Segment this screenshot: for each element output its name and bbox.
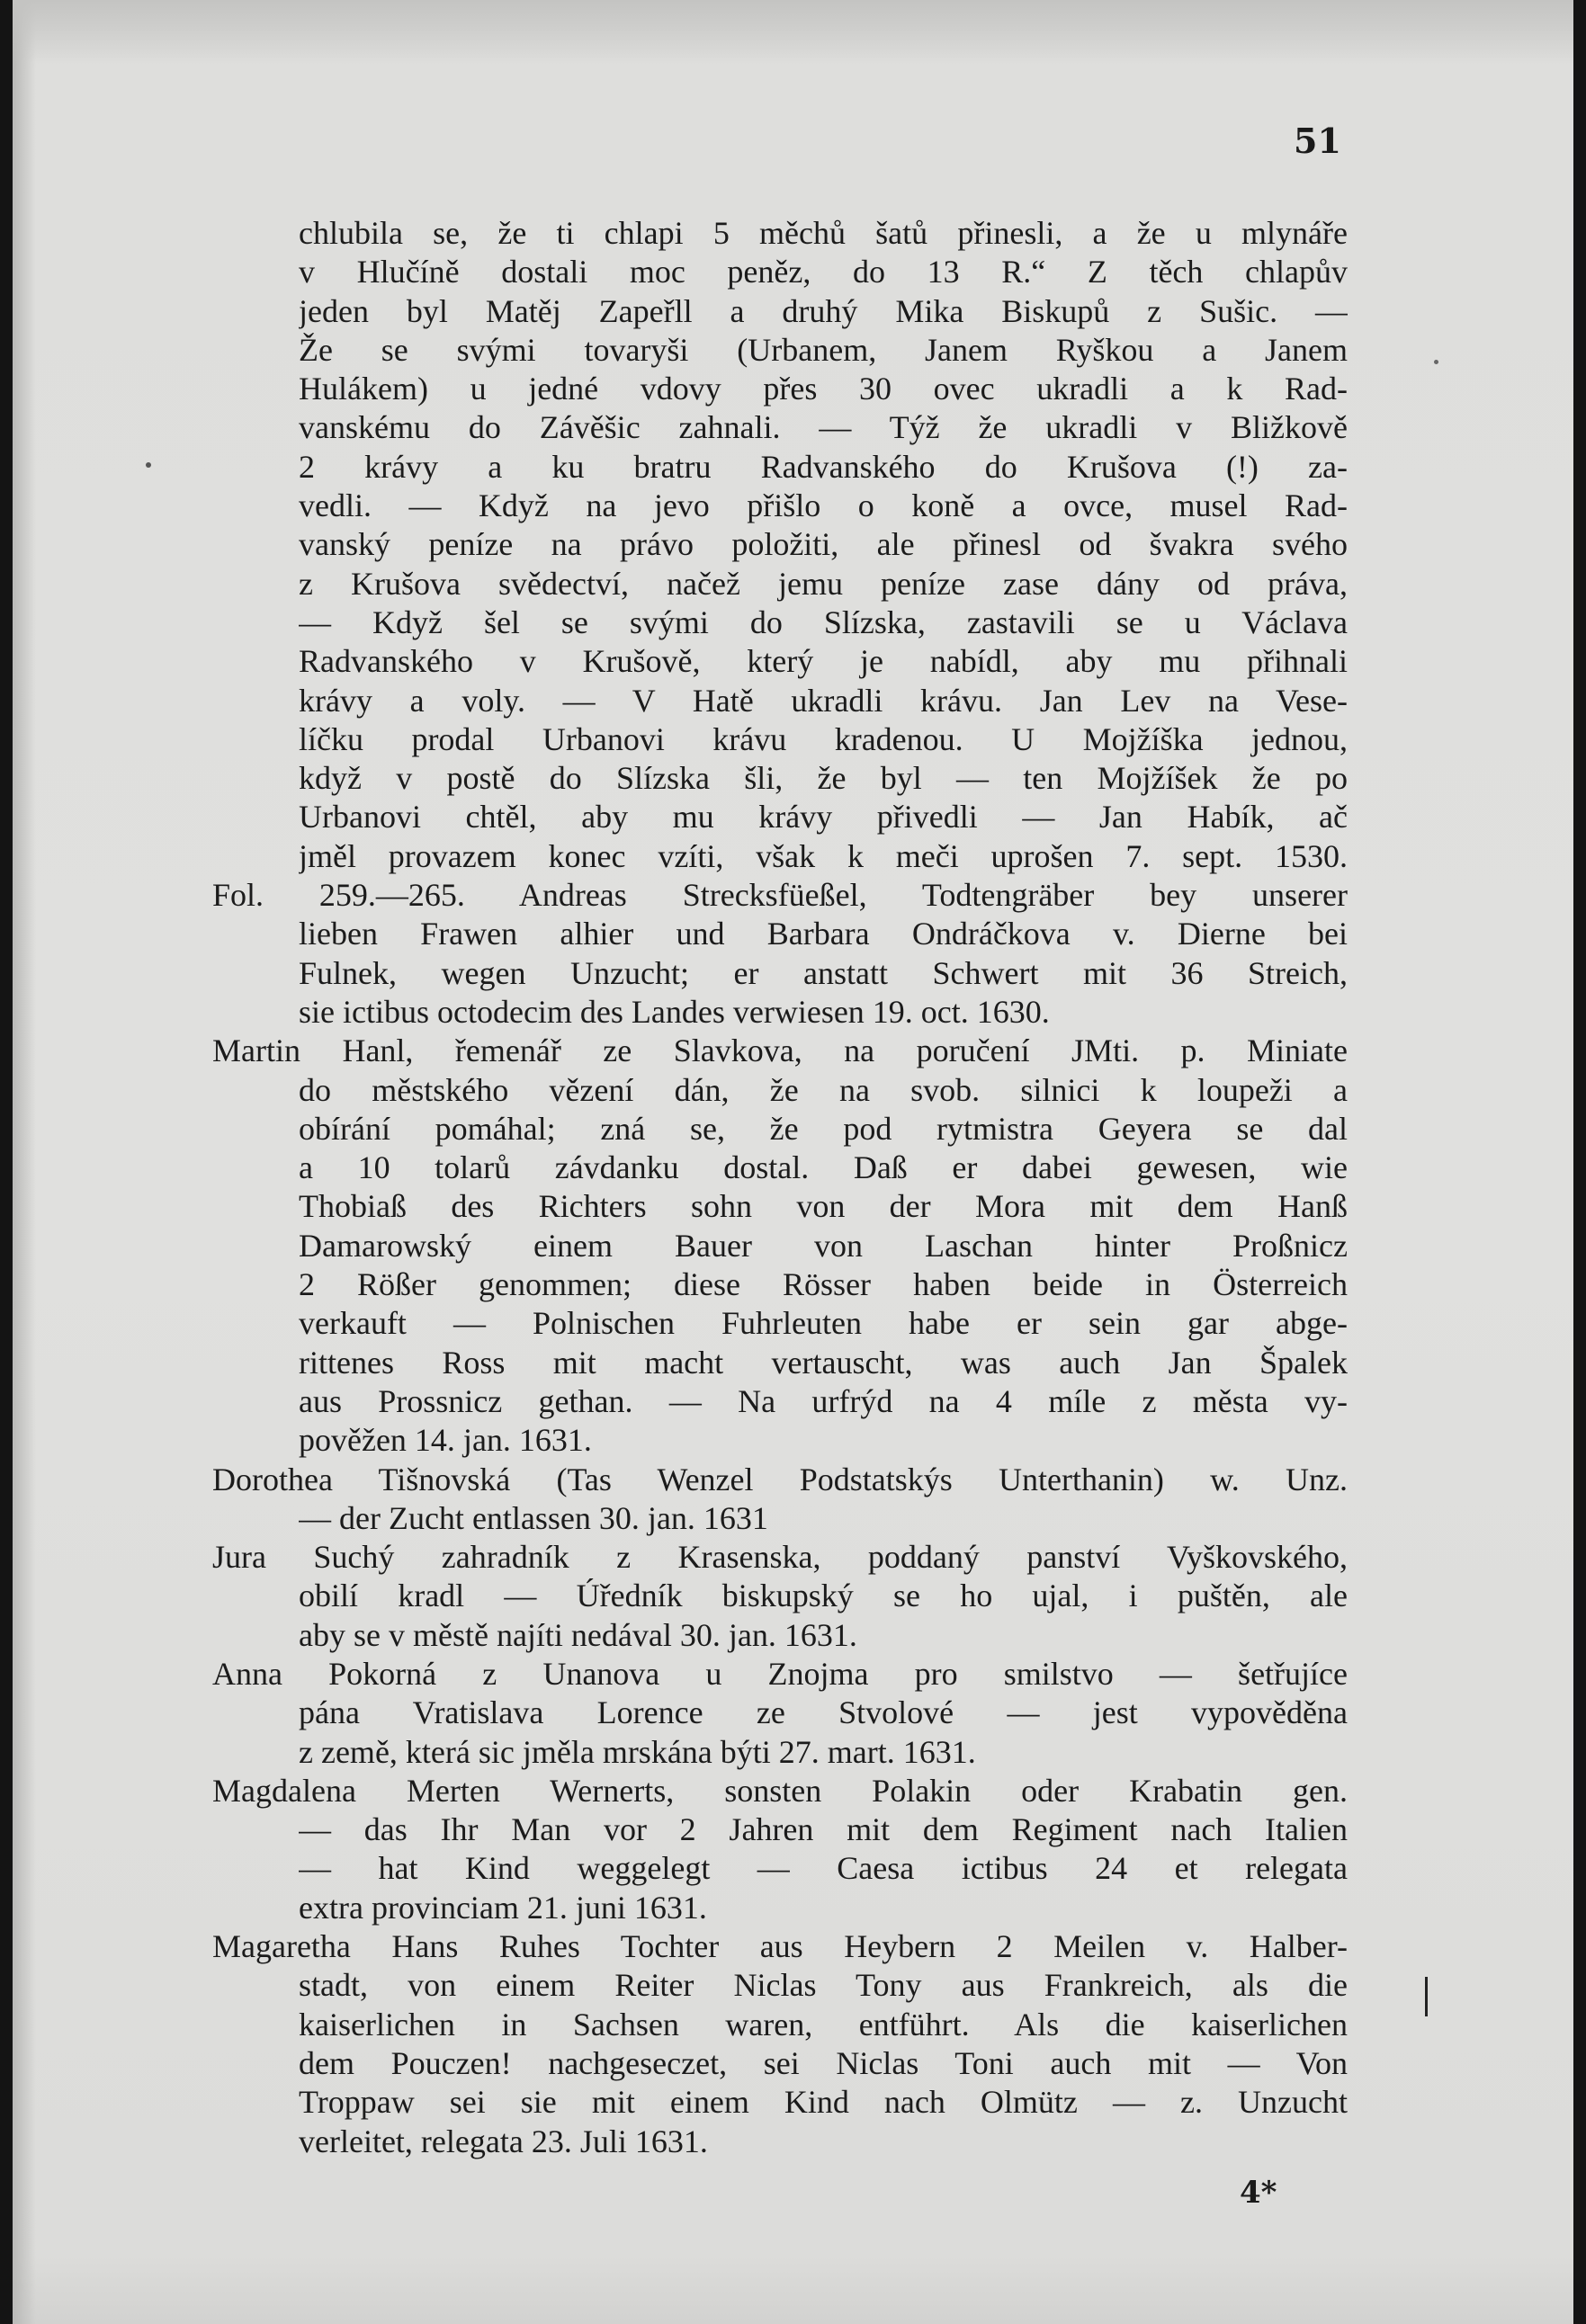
text-line: — das Ihr Man vor 2 Jahren mit dem Regiment nach Italien [299, 1811, 1348, 1848]
margin-dot [146, 462, 151, 468]
scanned-page [13, 0, 1573, 2324]
text-line: aby se v městě najíti nedával 30. jan. 1631. [299, 1616, 857, 1653]
text-line: kaiserlichen in Sachsen waren, entführt. Als die kaiserlichen [299, 2006, 1348, 2042]
text-line: Martin Hanl, řemenář ze Slavkova, na poručení JMti. p. Miniate [212, 1032, 1348, 1069]
text-line: stadt, von einem Reiter Niclas Tony aus Frankreich, als die [299, 1967, 1348, 2004]
text-line: krávy a voly. — V Hatě ukradli krávu. Jan Lev na Vese- [299, 682, 1348, 719]
text-line: Troppaw sei sie mit einem Kind nach Olmütz — z. Unzucht [299, 2084, 1348, 2121]
text-line: — Když šel se svými do Slízska, zastavili se u Václava [299, 603, 1348, 640]
text-line: když v postě do Slízska šli, že byl — ten Mojžíšek že po [299, 760, 1348, 797]
text-line: 2 krávy a ku bratru Radvanského do Krušova (!) za- [299, 448, 1348, 485]
text-line: — hat Kind weggelegt — Caesa ictibus 24 et relegata [299, 1850, 1348, 1887]
text-line: verleitet, relegata 23. Juli 1631. [299, 2123, 708, 2159]
text-line: obírání pomáhal; zná se, že pod rytmistra Geyera se dal [299, 1110, 1348, 1147]
text-line: Damarowský einem Bauer von Laschan hinter Proßnicz [299, 1227, 1348, 1264]
top-shadow [13, 0, 1573, 63]
text-line: pověžen 14. jan. 1631. [299, 1422, 592, 1459]
text-line: — der Zucht entlassen 30. jan. 1631 [299, 1499, 768, 1536]
text-line: rittenes Ross mit macht vertauscht, was auch Jan Špalek [299, 1344, 1348, 1381]
text-line: verkauft — Polnischen Fuhrleuten habe er sein gar abge- [299, 1305, 1348, 1342]
text-line: dem Pouczen! nachgeseczet, sei Niclas Toni auch mit — Von [299, 2044, 1348, 2081]
text-line: Urbanovi chtěl, aby mu krávy přivedli — Jan Habík, ač [299, 799, 1348, 836]
text-line: Fulnek, wegen Unzucht; er anstatt Schwert mit 36 Streich, [299, 954, 1348, 991]
text-line: a 10 tolarů závdanku dostal. Daß er dabei gewesen, wie [299, 1149, 1348, 1186]
text-line: vedli. — Když na jevo přišlo o koně a ovce, musel Rad- [299, 487, 1348, 524]
text-line: sie ictibus octodecim des Landes verwiesen 19. oct. 1630. [299, 993, 1050, 1030]
text-line: Radvanského v Krušově, který je nabídl, aby mu přihnali [299, 643, 1348, 680]
text-line: 2 Rößer genommen; diese Rösser haben beide in Österreich [299, 1266, 1348, 1303]
text-line: extra provinciam 21. juni 1631. [299, 1889, 707, 1926]
text-line: pána Vratislava Lorence ze Stvolové — jest vypověděna [299, 1694, 1348, 1731]
text-line: Magdalena Merten Wernerts, sonsten Polakin oder Krabatin gen. [212, 1772, 1348, 1809]
signature-mark: 4* [1240, 2175, 1277, 2211]
text-line: jměl provazem konec vzíti, však k meči uprošen 7. sept. 1530. [299, 837, 1348, 874]
body-text [13, 214, 1573, 2161]
text-line: Dorothea Tišnovská (Tas Wenzel Podstatskýs Unterthanin) w. Unz. [212, 1461, 1348, 1497]
text-line: do městského vězení dán, že na svob. silnici k loupeži a [299, 1071, 1348, 1108]
text-line: lieben Frawen alhier und Barbara Ondráčkova v. Dierne bei [299, 916, 1348, 952]
margin-dot [1434, 360, 1438, 364]
text-line: aus Prossnicz gethan. — Na urfrýd na 4 míle z města vy- [299, 1382, 1348, 1419]
page-number: 51 [1294, 121, 1341, 161]
text-line: Anna Pokorná z Unanova u Znojma pro smilstvo — šetřujíce [212, 1655, 1348, 1692]
text-line: Jura Suchý zahradník z Krasenska, poddaný panství Vyškovského, [212, 1539, 1348, 1576]
text-line: Thobiaß des Richters sohn von der Mora mit dem Hanß [299, 1188, 1348, 1225]
text-line: vanský peníze na právo položiti, ale přinesl od švakra svého [299, 526, 1348, 563]
text-line: z Krušova svědectví, načež jemu peníze zase dány od práva, [299, 565, 1348, 602]
text-line: Fol. 259.—265. Andreas Strecksfüeßel, Todtengräber bey unserer [212, 877, 1348, 914]
text-line: chlubila se, že ti chlapi 5 měchů šatů přinesli, a že u mlynáře [299, 215, 1348, 251]
text-line: Hulákem) u jedné vdovy přes 30 ovec ukradli a k Rad- [299, 371, 1348, 407]
text-line: z země, která sic jměla mrskána býti 27. mart. 1631. [299, 1733, 976, 1770]
text-line: líčku prodal Urbanovi krávu kradenou. U Mojžíška jednou, [299, 720, 1348, 757]
text-line: vanskému do Závěšic zahnali. — Týž že ukradli v Bližkově [299, 409, 1348, 446]
text-line: Že se svými tovaryši (Urbanem, Janem Ryškou a Janem [299, 331, 1348, 368]
text-line: obilí kradl — Úředník biskupský se ho ujal, i puštěn, ale [299, 1578, 1348, 1614]
margin-mark [1425, 1977, 1428, 2016]
text-line: v Hlučíně dostali moc peněz, do 13 R.“ Z těch chlapův [299, 254, 1348, 290]
text-line: Magaretha Hans Ruhes Tochter aus Heybern 2 Meilen v. Halber- [212, 1928, 1348, 1965]
text-line: jeden byl Matěj Zapeřll a druhý Mika Biskupů z Sušic. — [299, 292, 1348, 329]
